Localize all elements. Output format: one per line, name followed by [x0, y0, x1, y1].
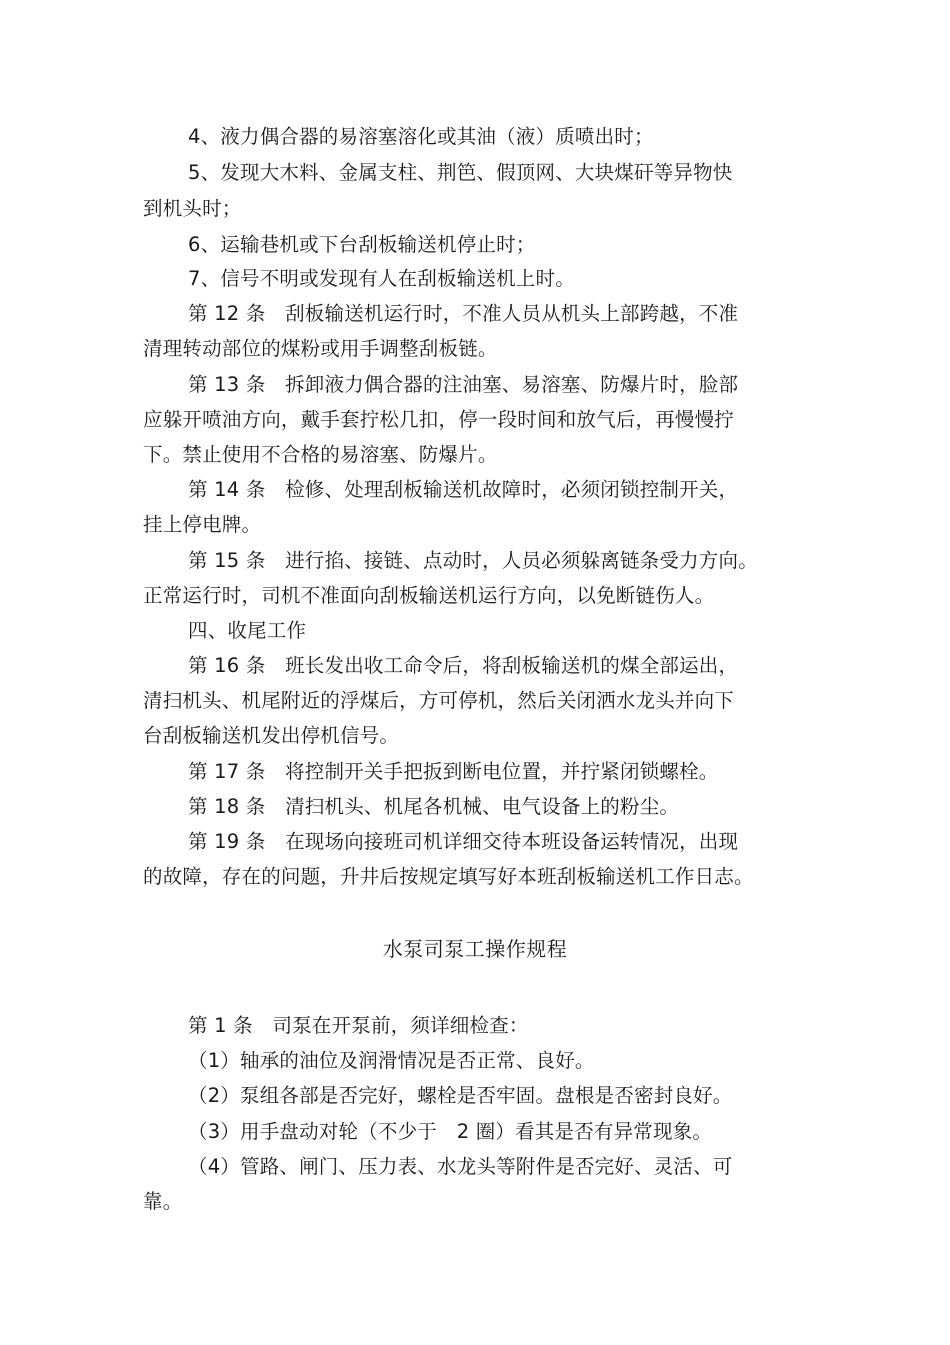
text-line: 第 19 条 在现场向接班司机详细交待本班设备运转情况，出现 [188, 830, 739, 853]
text-line: 7、信号不明或发现有人在刮板输送机上时。 [188, 267, 575, 290]
text-line: 正常运行时，司机不准面向刮板输送机运行方向，以免断链伤人。 [143, 584, 715, 607]
text-line: 清理转动部位的煤粉或用手调整刮板链。 [143, 337, 498, 360]
text-line: 应躲开喷油方向，戴手套拧松几扣，停一段时间和放气后，再慢慢拧 [143, 408, 735, 431]
text-line: 第 12 条 刮板输送机运行时，不准人员从机头上部跨越，不准 [188, 302, 739, 325]
text-line: 第 15 条 进行掐、接链、点动时，人员必须躲离链条受力方向。 [188, 549, 758, 572]
text-line: 的故障，存在的问题，升井后按规定填写好本班刮板输送机工作日志。 [143, 865, 754, 888]
text-line: （4）管路、闸门、压力表、水龙头等附件是否完好、灵活、可 [188, 1155, 733, 1178]
text-line: 6、运输巷机或下台刮板输送机停止时； [188, 233, 536, 256]
text-line: 第 16 条 班长发出收工命令后，将刮板输送机的煤全部运出， [188, 654, 739, 677]
text-line: 挂上停电牌。 [143, 513, 262, 536]
text-line: 到机头时； [143, 197, 242, 220]
text-line: 清扫机头、机尾附近的浮煤后，方可停机，然后关闭洒水龙头并向下 [143, 689, 735, 712]
text-line: 5、发现大木料、金属支柱、荆笆、假顶网、大块煤矸等异物快 [188, 161, 733, 184]
text-line: 第 14 条 检修、处理刮板输送机故障时，必须闭锁控制开关， [188, 478, 739, 501]
text-line: 靠。 [143, 1190, 183, 1213]
text-line: （2）泵组各部是否完好，螺栓是否牢固。盘根是否密封良好。 [188, 1084, 733, 1107]
text-line: （1）轴承的油位及润滑情况是否正常、良好。 [188, 1049, 595, 1072]
text-line: 第 17 条 将控制开关手把扳到断电位置，并拧紧闭锁螺栓。 [188, 760, 719, 783]
text-line: 第 1 条 司泵在开泵前，须详细检查： [188, 1014, 529, 1037]
section-title: 水泵司泵工操作规程 [382, 937, 568, 961]
text-line: 台刮板输送机发出停机信号。 [143, 724, 400, 747]
text-line: 4、液力偶合器的易溶塞溶化或其油（液）质喷出时； [188, 125, 654, 148]
text-line: 第 13 条 拆卸液力偶合器的注油塞、易溶塞、防爆片时，脸部 [188, 373, 739, 396]
section-heading: 四、收尾工作 [188, 619, 307, 642]
text-line: （3）用手盘动对轮（不少于 2 圈）看其是否有异常现象。 [188, 1120, 713, 1143]
text-line: 下。禁止使用不合格的易溶塞、防爆片。 [143, 443, 498, 466]
text-line: 第 18 条 清扫机头、机尾各机械、电气设备上的粉尘。 [188, 795, 680, 818]
